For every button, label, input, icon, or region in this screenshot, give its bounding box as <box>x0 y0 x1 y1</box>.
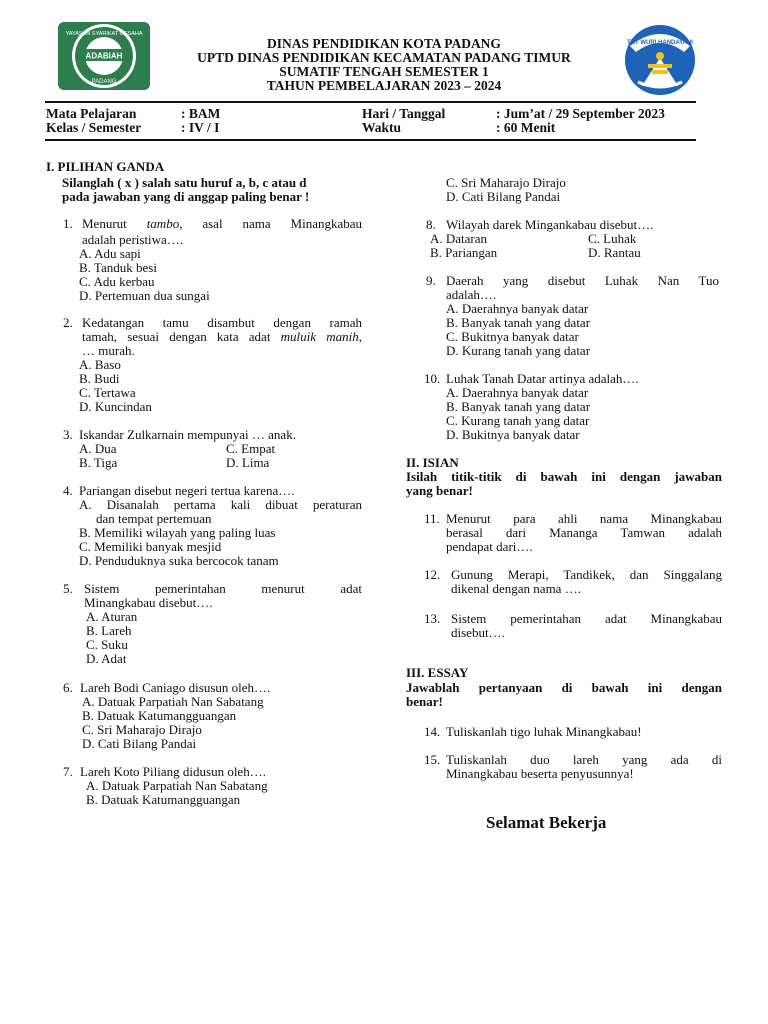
section2-title: II. ISIAN <box>406 455 459 470</box>
q1-line2: adalah peristiwa…. <box>82 232 184 247</box>
day-value: : Jum’at / 29 September 2023 <box>496 106 665 121</box>
q4-option-b[interactable]: B. Memiliki wilayah yang paling luas <box>79 525 276 540</box>
q9-option-a[interactable]: A. Daerahnya banyak datar <box>446 301 589 316</box>
q4-line1: Pariangan disebut negeri tertua karena…. <box>79 483 295 498</box>
header-divider-top <box>45 101 696 103</box>
q2-option-b[interactable]: B. Budi <box>79 371 120 386</box>
q6-line1: Lareh Bodi Caniago disusun oleh…. <box>80 680 271 695</box>
q7-number: 7. <box>63 764 73 779</box>
q6-option-c[interactable]: C. Sri Maharajo Dirajo <box>82 722 202 737</box>
q4-option-d[interactable]: D. Penduduknya suka bercocok tanam <box>79 553 279 568</box>
q8-number: 8. <box>426 217 436 232</box>
section1-instruction-1: Silanglah ( x ) salah satu huruf a, b, c atau d <box>62 175 307 190</box>
q9-option-d[interactable]: D. Kurang tanah yang datar <box>446 343 591 358</box>
header-uptd: UPTD DINAS PENDIDIKAN KECAMATAN PADANG TIMUR <box>197 50 571 65</box>
q8-option-c[interactable]: C. Luhak <box>588 231 637 246</box>
q12-number: 12. <box>424 567 441 582</box>
subject-value: : BAM <box>181 106 221 121</box>
q11-line2: berasal dari Mananga Tamwan adalah <box>446 525 722 540</box>
q14-number: 14. <box>424 724 441 739</box>
q2-line3: … murah. <box>82 343 135 358</box>
logo-top-text: YAYASAN SYARIKAT OESAHA <box>65 31 143 37</box>
q15-line1: Tuliskanlah duo lareh yang ada di <box>446 752 722 767</box>
q5-option-d[interactable]: D. Adat <box>86 651 127 666</box>
q8-line1: Wilayah darek Mingankabau disebut…. <box>446 217 654 232</box>
q7-option-d[interactable]: D. Cati Bilang Pandai <box>446 189 561 204</box>
q3-option-b[interactable]: B. Tiga <box>79 455 118 470</box>
section1-instruction-2: pada jawaban yang di anggap paling benar ! <box>62 189 310 204</box>
q10-option-b[interactable]: B. Banyak tanah yang datar <box>446 399 591 414</box>
logo-ribbon-text: TUT WURI HANDAYANI <box>627 40 693 46</box>
section3-instruction-1: Jawablah pertanyaan di bawah ini dengan <box>406 680 722 695</box>
q1-line1: Menurut tambo, asal nama Minangkabau <box>82 216 362 231</box>
q11-line1: Menurut para ahli nama Minangkabau <box>446 511 722 526</box>
q12-line1: Gunung Merapi, Tandikek, dan Singgalang <box>451 567 722 582</box>
q3-line1: Iskandar Zulkarnain mempunyai … anak. <box>79 427 296 442</box>
q8-option-d[interactable]: D. Rantau <box>588 245 641 260</box>
q9-option-c[interactable]: C. Bukitnya banyak datar <box>446 329 579 344</box>
q2-number: 2. <box>63 315 73 330</box>
section3-instruction-2: benar! <box>406 694 443 709</box>
q13-line1: Sistem pemerintahan adat Minangkabau <box>451 611 722 626</box>
q1-option-c[interactable]: C. Adu kerbau <box>79 274 155 289</box>
logo-center-text: ADABIAH <box>85 51 123 61</box>
class-label: Kelas / Semester <box>46 120 142 135</box>
q10-option-d[interactable]: D. Bukitnya banyak datar <box>446 427 580 442</box>
q6-option-d[interactable]: D. Cati Bilang Pandai <box>82 736 197 751</box>
q4-option-c[interactable]: C. Memiliki banyak mesjid <box>79 539 222 554</box>
q5-option-c[interactable]: C. Suku <box>86 637 128 652</box>
q10-option-c[interactable]: C. Kurang tanah yang datar <box>446 413 590 428</box>
q5-line1: Sistem pemerintahan menurut adat <box>84 581 362 596</box>
time-value: : 60 Menit <box>496 120 556 135</box>
q14-line1: Tuliskanlah tigo luhak Minangkabau! <box>446 724 642 739</box>
q1-number: 1. <box>63 216 73 231</box>
q3-number: 3. <box>63 427 73 442</box>
q13-line2: disebut…. <box>451 625 505 640</box>
q7-option-b[interactable]: B. Datuak Katumangguangan <box>86 792 241 807</box>
q4-option-a[interactable]: A. Disanalah pertama kali dibuat peraturan <box>79 497 362 512</box>
q9-number: 9. <box>426 273 436 288</box>
q4-option-a-cont: dan tempat pertemuan <box>96 511 212 526</box>
q15-line2: Minangkabau beserta penyusunnya! <box>446 766 634 781</box>
q12-line2: dikenal dengan nama …. <box>451 581 581 596</box>
q13-number: 13. <box>424 611 441 626</box>
section2-instruction-2: yang benar! <box>406 483 473 498</box>
section1-title: I. PILIHAN GANDA <box>46 159 165 174</box>
header-exam-title: SUMATIF TENGAH SEMESTER 1 <box>279 64 489 79</box>
q2-line2: tamah, sesuai dengan kata adat muluik manih, <box>82 329 362 344</box>
q2-option-d[interactable]: D. Kuncindan <box>79 399 152 414</box>
time-label: Waktu <box>362 120 402 135</box>
day-label: Hari / Tanggal <box>362 106 446 121</box>
q5-option-a[interactable]: A. Aturan <box>86 609 138 624</box>
q2-option-c[interactable]: C. Tertawa <box>79 385 136 400</box>
q15-number: 15. <box>424 752 441 767</box>
closing-message: Selamat Bekerja <box>486 813 607 832</box>
q3-option-a[interactable]: A. Dua <box>79 441 117 456</box>
q9-option-b[interactable]: B. Banyak tanah yang datar <box>446 315 591 330</box>
q7-option-c[interactable]: C. Sri Maharajo Dirajo <box>446 175 566 190</box>
header-divider-bottom <box>45 139 696 141</box>
q11-line3: pendapat dari…. <box>446 539 533 554</box>
section3-title: III. ESSAY <box>406 665 469 680</box>
q10-option-a[interactable]: A. Daerahnya banyak datar <box>446 385 589 400</box>
q10-line1: Luhak Tanah Datar artinya adalah…. <box>446 371 639 386</box>
q2-option-a[interactable]: A. Baso <box>79 357 121 372</box>
q5-line2: Minangkabau disebut…. <box>84 595 213 610</box>
q1-option-d[interactable]: D. Pertemuan dua sungai <box>79 288 210 303</box>
logo-bottom-text: PADANG <box>91 79 117 85</box>
q6-number: 6. <box>63 680 73 695</box>
q6-option-a[interactable]: A. Datuak Parpatiah Nan Sabatang <box>82 694 264 709</box>
q8-option-a[interactable]: A. Dataran <box>430 231 488 246</box>
q1-option-a[interactable]: A. Adu sapi <box>79 246 141 261</box>
q5-option-b[interactable]: B. Lareh <box>86 623 132 638</box>
header-school-year: TAHUN PEMBELAJARAN 2023 – 2024 <box>266 78 502 93</box>
q1-option-b[interactable]: B. Tanduk besi <box>79 260 157 275</box>
q5-number: 5. <box>63 581 73 596</box>
q7-option-a[interactable]: A. Datuak Parpatiah Nan Sabatang <box>86 778 268 793</box>
header-agency: DINAS PENDIDIKAN KOTA PADANG <box>267 36 501 51</box>
q6-option-b[interactable]: B. Datuak Katumangguangan <box>82 708 237 723</box>
q11-number: 11. <box>424 511 440 526</box>
section2-instruction-1: Isilah titik-titik di bawah ini dengan jawaban <box>406 469 722 484</box>
q7-line1: Lareh Koto Piliang didusun oleh…. <box>80 764 266 779</box>
subject-label: Mata Pelajaran <box>46 106 137 121</box>
q9-line1: Daerah yang disebut Luhak Nan Tuo <box>446 273 719 288</box>
q8-option-b[interactable]: B. Pariangan <box>430 245 498 260</box>
class-value: : IV / I <box>181 120 220 135</box>
q4-number: 4. <box>63 483 73 498</box>
q3-option-d[interactable]: D. Lima <box>226 455 270 470</box>
q2-line1: Kedatangan tamu disambut dengan ramah <box>82 315 362 330</box>
q9-line2: adalah…. <box>446 287 497 302</box>
q3-option-c[interactable]: C. Empat <box>226 441 276 456</box>
q10-number: 10. <box>424 371 441 386</box>
